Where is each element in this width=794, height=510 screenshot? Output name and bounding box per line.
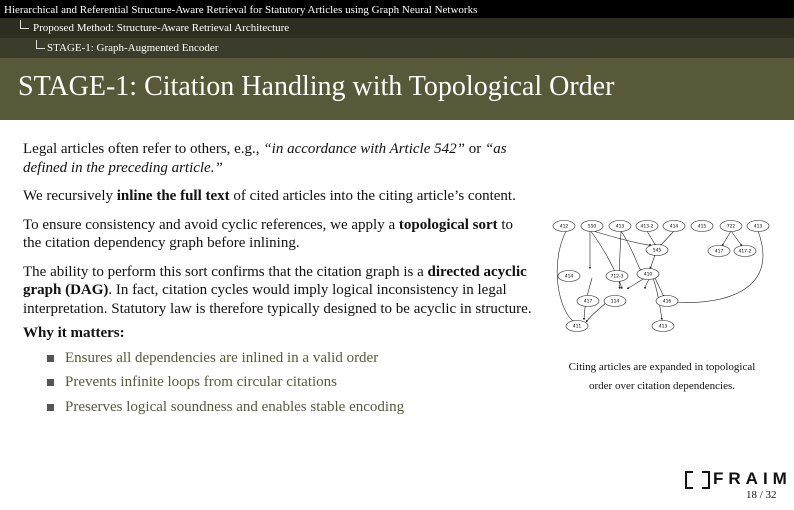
graph-node [656, 296, 678, 307]
benefit-list [23, 349, 533, 417]
emphasis-inline-full-text: inline the full text [116, 188, 230, 204]
bullet-square-icon [47, 355, 54, 362]
graph-node [553, 221, 575, 232]
list-item: Prevents infinite loops from circular citations [47, 373, 533, 392]
graph-node [566, 321, 588, 332]
graph-node-label: 417 [714, 249, 724, 255]
graph-node [720, 221, 742, 232]
paragraph-topological-sort: To ensure consistency and avoid cyclic references, we apply a topological sort to the citation dependency graph before inlining. [23, 216, 514, 251]
tree-elbow-icon [20, 20, 29, 29]
graph-node-label: 414 [669, 224, 679, 230]
graph-node-label: 712-3 [610, 274, 624, 280]
graph-node [691, 221, 713, 232]
graph-node [577, 296, 599, 307]
graph-node [637, 269, 659, 280]
graph-node-label: 417-2 [738, 249, 752, 255]
graph-node [606, 271, 628, 282]
graph-node [747, 221, 769, 232]
graph-node-label: 415 [697, 224, 707, 230]
why-it-matters-heading: Why it matters: [23, 325, 125, 341]
emphasis-dag: directed acyclic graph (DAG) [23, 263, 527, 298]
tree-elbow-icon [36, 40, 45, 49]
emphasis-topological-sort: topological sort [398, 216, 498, 233]
logo-bracket-left-icon [685, 471, 693, 489]
list-item: Ensures all dependencies are inlined in a valid order [47, 349, 533, 368]
citation-edges [557, 225, 763, 322]
breadcrumb-level-2[interactable] [0, 18, 794, 38]
graph-node-label: 412 [559, 224, 569, 230]
list-item: Preserves logical soundness and enables stable encoding [47, 398, 533, 417]
graph-node-label: 417 [583, 299, 593, 305]
title-bar [0, 58, 794, 120]
citation-dag-figure [550, 212, 775, 342]
quote-preceding-article: “as defined in the preceding article.” [23, 141, 507, 176]
graph-node [636, 221, 658, 232]
graph-node-label: 413 [658, 324, 668, 330]
slide-body [23, 140, 533, 422]
graph-node-label: 410 [643, 272, 653, 278]
bullet-square-icon [47, 379, 54, 386]
graph-node [734, 246, 756, 257]
breadcrumb-level-3[interactable] [0, 38, 794, 58]
graph-node-label: 413 [753, 224, 763, 230]
graph-node-label: 413 [615, 224, 625, 230]
graph-node-label: 411 [572, 324, 582, 330]
graph-node [581, 221, 603, 232]
slide-title: STAGE-1: Citation Handling with Topological Order [18, 71, 615, 102]
graph-node [604, 296, 626, 307]
graph-node-label: 550 [587, 224, 597, 230]
graph-node [609, 221, 631, 232]
graph-node-label: 722 [726, 224, 736, 230]
paragraph-inlining: We recursively inline the full text of cited articles into the citing article’s content. [23, 188, 516, 204]
graph-node [646, 245, 668, 256]
graph-node-label: 545 [652, 248, 662, 254]
paragraph-citation-examples: Legal articles often refer to others, e.g., “in accordance with Article 542” or “as defined in the preceding article.” [23, 141, 507, 176]
breadcrumb-level-1-label: Hierarchical and Referential Structure-Aware Retrieval for Statutory Articles using Graph Neural Networks [4, 4, 478, 16]
page-number: 18 / 32 [746, 489, 777, 501]
graph-node [558, 271, 580, 282]
graph-node-label: 414 [564, 274, 574, 280]
graph-node [663, 221, 685, 232]
paragraph-dag: The ability to perform this sort confirms that the citation graph is a directed acyclic graph (DAG). In fact, citation cycles would imply logical inconsistency in legal interpretation. Statutory law is therefore typically designed to be acyclic in structure. [23, 263, 532, 317]
bullet-square-icon [47, 404, 54, 411]
graph-node [708, 246, 730, 257]
logo-bracket-right-icon [702, 471, 710, 489]
logo-wordmark: FRAIM [713, 469, 792, 488]
breadcrumb-level-2-label: Proposed Method: Structure-Aware Retrieval Architecture [33, 22, 290, 34]
graph-node-label: 416 [662, 299, 672, 305]
quote-article-542: “in accordance with Article 542” [263, 141, 465, 157]
figure-caption: Citing articles are expanded in topological order over citation dependencies. [568, 361, 756, 392]
breadcrumb-level-3-label: STAGE-1: Graph-Augmented Encoder [47, 42, 219, 54]
breadcrumb-level-1[interactable] [0, 0, 794, 18]
graph-node-label: 413-2 [640, 224, 654, 230]
fraim-logo [683, 469, 792, 489]
graph-node-label: 114 [610, 299, 620, 305]
graph-node [652, 321, 674, 332]
